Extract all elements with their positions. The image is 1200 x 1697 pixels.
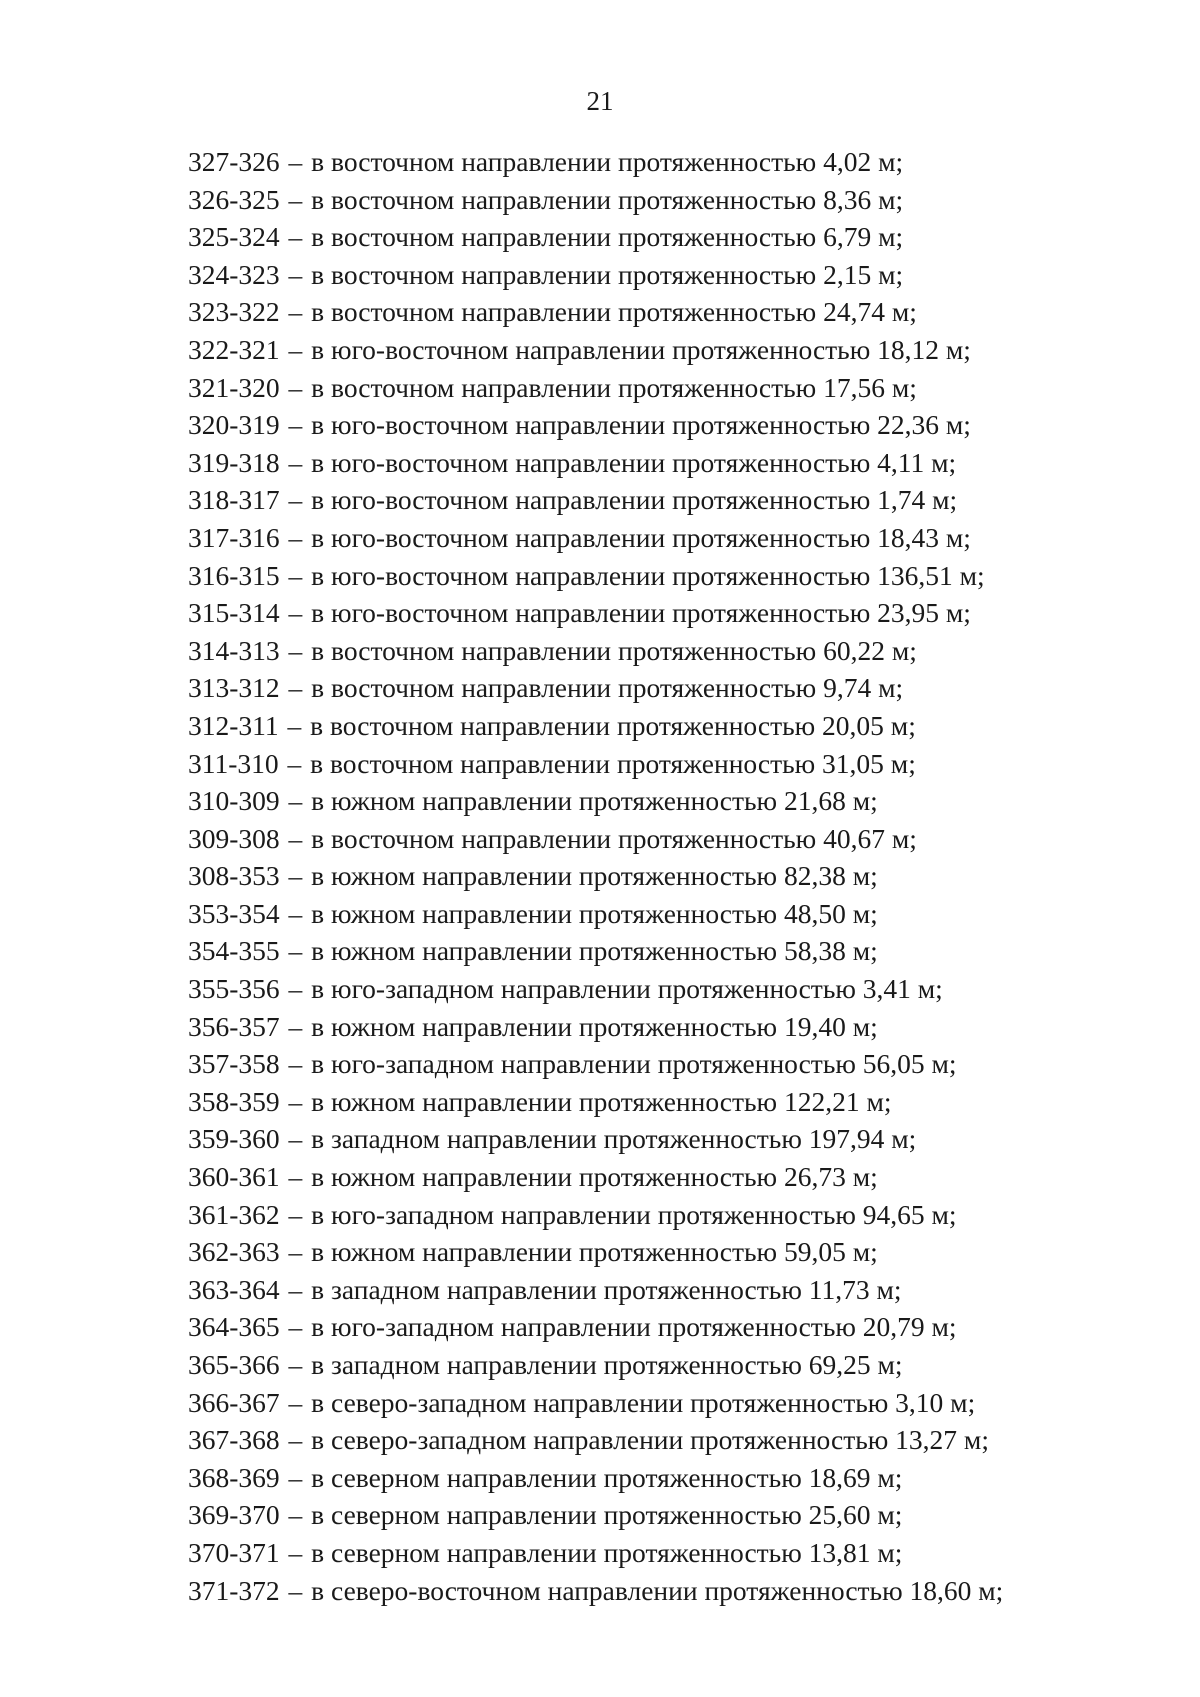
segment-points: 364-365 [188,1311,280,1343]
segment-points: 323-322 [188,296,280,328]
dash-separator: – [281,146,310,177]
list-item [188,895,1148,933]
segment-description: в южном направлении протяженностью 59,05 м; [311,1236,878,1268]
segment-description: в восточном направлении протяженностью 4,02 м; [311,146,904,177]
segment-points: 361-362 [188,1198,280,1230]
segment-points: 316-315 [188,559,280,591]
segment-points: 360-361 [188,1161,280,1193]
list-item [188,1308,1148,1346]
segment-points: 368-369 [188,1461,280,1493]
segment-description: в северном направлении протяженностью 18,69 м; [311,1461,903,1493]
segment-description: в восточном направлении протяженностью 40,67 м; [311,822,917,854]
segment-description: в северном направлении протяженностью 13,81 м; [311,1536,903,1568]
segment-description: в западном направлении протяженностью 69,25 м; [311,1349,903,1380]
segment-description: в южном направлении протяженностью 82,38 м; [311,860,878,892]
segment-points: 371-372 [188,1574,280,1606]
list-item [188,669,1148,707]
dash-separator: – [281,973,310,1005]
list-item [188,820,1148,858]
list-item [188,1120,1148,1158]
list-item [188,1496,1148,1534]
list-item [188,181,1148,219]
dash-separator: – [281,1048,310,1080]
segment-points: 363-364 [188,1273,280,1305]
dash-separator: – [281,785,310,817]
dash-separator: – [281,333,310,365]
segment-points: 367-368 [188,1424,280,1456]
segment-points: 312-311 [188,709,279,741]
dash-separator: – [281,1123,310,1155]
segment-points: 319-318 [188,446,280,478]
list-item [188,331,1148,369]
segment-points: 318-317 [188,484,280,516]
list-item [188,444,1148,482]
dash-separator: – [281,822,310,854]
segment-description: в юго-восточном направлении протяженностью 23,95 м; [311,597,971,629]
dash-separator: – [281,409,310,441]
segment-description: в восточном направлении протяженностью 8,36 м; [311,183,904,215]
segment-points: 314-313 [188,634,280,666]
dash-separator: – [281,183,310,215]
segment-description: в южном направлении протяженностью 26,73 м; [311,1161,878,1193]
list-item [188,745,1148,783]
segment-description: в восточном направлении протяженностью 31,05 м; [310,747,916,779]
segment-points: 327-326 [188,146,280,177]
segment-description: в южном направлении протяженностью 122,21 м; [311,1085,892,1117]
segment-points: 369-370 [188,1499,280,1531]
list-item [188,1534,1148,1572]
segment-points: 355-356 [188,973,280,1005]
dash-separator: – [281,221,310,253]
dash-separator: – [281,1161,310,1193]
dash-separator: – [281,672,310,704]
segment-description: в восточном направлении протяженностью 9,74 м; [311,672,904,704]
list-item [188,1083,1148,1121]
segment-description: в юго-восточном направлении протяженностью 136,51 м; [311,559,985,591]
list-item [188,1233,1148,1271]
segment-description: в восточном направлении протяженностью 24,74 м; [311,296,917,328]
segment-points: 354-355 [188,935,280,967]
list-item [188,1572,1148,1610]
dash-separator: – [281,1085,310,1117]
dash-separator: – [281,521,310,553]
dash-separator: – [281,1386,310,1418]
segment-points: 370-371 [188,1536,280,1568]
list-item [188,557,1148,595]
dash-separator: – [281,597,310,629]
segment-description: в юго-западном направлении протяженностью 3,41 м; [311,973,943,1005]
segment-description: в северо-западном направлении протяженностью 13,27 м; [311,1424,989,1456]
list-item [188,1421,1148,1459]
segment-points: 365-366 [188,1349,280,1380]
segment-description: в восточном направлении протяженностью 2,15 м; [311,258,904,290]
segment-description: в восточном направлении протяженностью 60,22 м; [311,634,917,666]
segment-description: в восточном направлении протяженностью 6,79 м; [311,221,904,253]
segment-description: в южном направлении протяженностью 19,40 м; [311,1010,878,1042]
segment-points: 322-321 [188,333,280,365]
list-item [188,369,1148,407]
segment-description: в северном направлении протяженностью 25,60 м; [311,1499,903,1531]
list-item [188,707,1148,745]
segment-points: 362-363 [188,1236,280,1268]
segment-description: в южном направлении протяженностью 58,38 м; [311,935,878,967]
segment-points: 326-325 [188,183,280,215]
dash-separator: – [281,1574,310,1606]
segment-points: 313-312 [188,672,280,704]
dash-separator: – [280,709,309,741]
dash-separator: – [281,1349,310,1380]
dash-separator: – [281,296,310,328]
list-item [188,1346,1148,1384]
dash-separator: – [281,258,310,290]
dash-separator: – [281,446,310,478]
segment-description: в южном направлении протяженностью 21,68 м; [311,785,878,817]
segment-description: в юго-западном направлении протяженностью 94,65 м; [311,1198,957,1230]
list-item [188,218,1148,256]
segment-description: в южном направлении протяженностью 48,50 м; [311,897,878,929]
segment-description: в западном направлении протяженностью 197,94 м; [311,1123,917,1155]
segment-points: 321-320 [188,371,280,403]
list-item [188,857,1148,895]
segment-points: 356-357 [188,1010,280,1042]
segment-points: 357-358 [188,1048,280,1080]
list-item [188,632,1148,670]
list-item [188,1158,1148,1196]
list-item [188,782,1148,820]
dash-separator: – [281,897,310,929]
list-item [188,594,1148,632]
list-item [188,1459,1148,1497]
segment-description: в юго-восточном направлении протяженностью 18,12 м; [311,333,971,365]
boundary-segment-list [188,143,1148,1609]
dash-separator: – [281,634,310,666]
segment-description: в юго-восточном направлении протяженностью 22,36 м; [311,409,971,441]
segment-points: 315-314 [188,597,280,629]
dash-separator: – [281,1273,310,1305]
list-item [188,932,1148,970]
segment-description: в северо-восточном направлении протяженностью 18,60 м; [311,1574,1004,1606]
list-item [188,256,1148,294]
dash-separator: – [281,559,310,591]
page-number: 21 [586,86,614,116]
list-item [188,1271,1148,1309]
dash-separator: – [281,1536,310,1568]
dash-separator: – [281,1499,310,1531]
segment-points: 317-316 [188,521,280,553]
segment-points: 353-354 [188,897,280,929]
list-item [188,293,1148,331]
dash-separator: – [281,1236,310,1268]
dash-separator: – [281,1198,310,1230]
segment-description: в юго-западном направлении протяженностью 56,05 м; [311,1048,957,1080]
dash-separator: – [281,1461,310,1493]
segment-description: в юго-западном направлении протяженностью 20,79 м; [311,1311,957,1343]
segment-description: в юго-восточном направлении протяженностью 4,11 м; [311,446,957,478]
segment-points: 358-359 [188,1085,280,1117]
dash-separator: – [280,747,309,779]
segment-points: 320-319 [188,409,280,441]
list-item [188,143,1148,181]
segment-points: 325-324 [188,221,280,253]
list-item [188,1196,1148,1234]
list-item [188,1008,1148,1046]
segment-description: в юго-восточном направлении протяженностью 18,43 м; [311,521,971,553]
segment-points: 309-308 [188,822,280,854]
segment-points: 359-360 [188,1123,280,1155]
dash-separator: – [281,1311,310,1343]
segment-description: в восточном направлении протяженностью 17,56 м; [311,371,917,403]
dash-separator: – [281,935,310,967]
segment-points: 311-310 [188,747,279,779]
segment-description: в западном направлении протяженностью 11,73 м; [311,1273,902,1305]
segment-description: в северо-западном направлении протяженностью 3,10 м; [311,1386,976,1418]
dash-separator: – [281,1010,310,1042]
segment-points: 308-353 [188,860,280,892]
segment-points: 310-309 [188,785,280,817]
list-item [188,970,1148,1008]
segment-description: в восточном направлении протяженностью 20,05 м; [310,709,916,741]
segment-points: 324-323 [188,258,280,290]
segment-points: 366-367 [188,1386,280,1418]
list-item [188,519,1148,557]
dash-separator: – [281,860,310,892]
list-item [188,481,1148,519]
dash-separator: – [281,371,310,403]
dash-separator: – [281,1424,310,1456]
dash-separator: – [281,484,310,516]
list-item [188,1384,1148,1422]
list-item [188,406,1148,444]
list-item [188,1045,1148,1083]
segment-description: в юго-восточном направлении протяженностью 1,74 м; [311,484,958,516]
